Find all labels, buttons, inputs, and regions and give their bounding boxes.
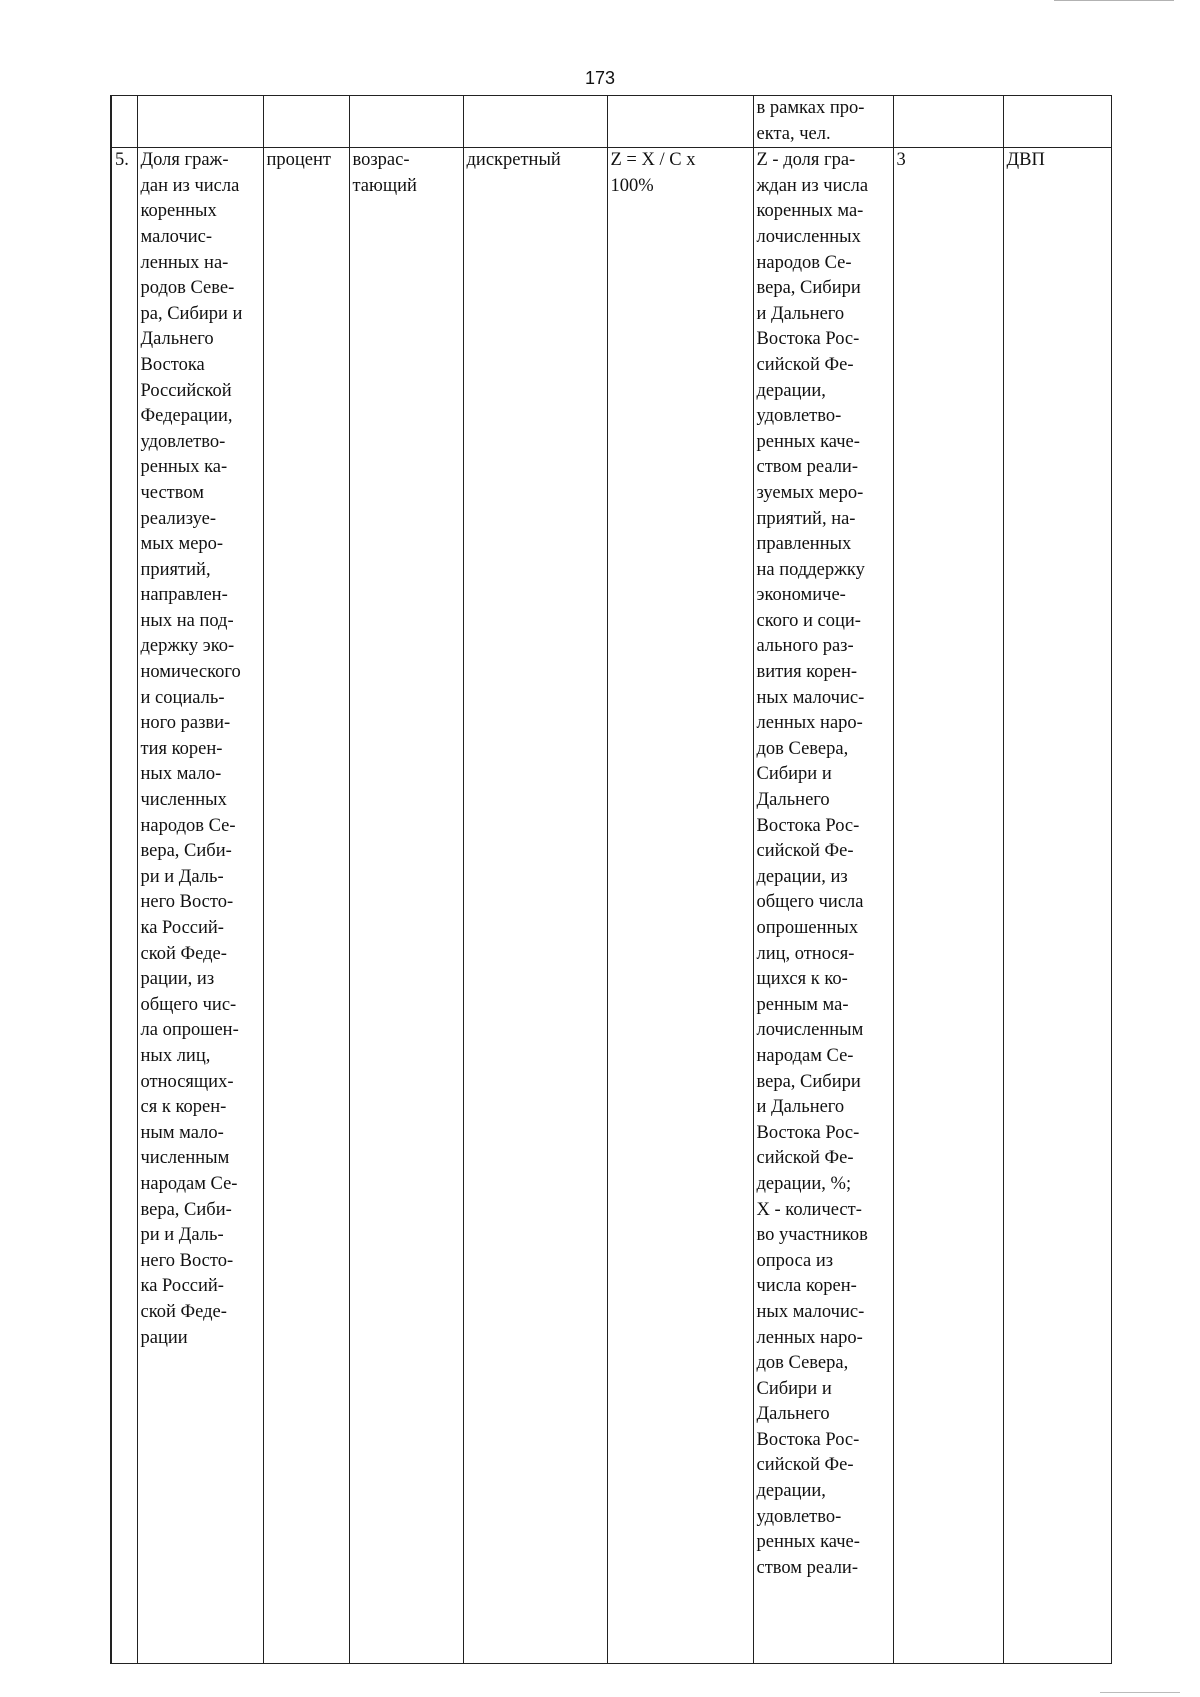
- text-line: ных на под-: [140, 610, 234, 631]
- text-line: относящих-: [140, 1071, 234, 1092]
- text-line: общего числа: [756, 892, 864, 913]
- text-line: Z - доля гра-: [756, 150, 856, 171]
- text-line: ренных ка-: [140, 457, 228, 478]
- text-line: ным мало-: [140, 1122, 224, 1143]
- text-line: ных малочис-: [756, 1301, 865, 1322]
- text-line: сийской Фе-: [756, 1455, 854, 1476]
- text-line: ка Россий-: [140, 1276, 224, 1297]
- text-line: дерации, из: [756, 866, 848, 887]
- text-line: Дальнего: [756, 1404, 830, 1425]
- description-text: [757, 96, 891, 147]
- trend-text: [353, 148, 461, 199]
- text-line: дов Севера,: [756, 738, 849, 759]
- text-line: приятий, на-: [756, 508, 856, 529]
- text-line: удовлетво-: [140, 431, 226, 452]
- text-line: приятий,: [140, 559, 211, 580]
- text-line: X - количест-: [756, 1199, 862, 1220]
- text-line: дов Севера,: [756, 1353, 849, 1374]
- text-line: Дальнего: [756, 790, 830, 811]
- text-line: Дальнего: [140, 329, 214, 350]
- text-line: народов Се-: [140, 815, 236, 836]
- cell-unit: [263, 96, 349, 148]
- text-line: щихся к ко-: [756, 969, 848, 990]
- cell-description: [753, 148, 893, 1664]
- text-line: Z = X / C x: [610, 150, 696, 171]
- text-line: тия корен-: [140, 738, 223, 759]
- text-line: правленных: [756, 534, 852, 555]
- text-line: ского и соци-: [756, 610, 861, 631]
- cell-responsible: [1003, 96, 1111, 148]
- cell-type: [463, 148, 607, 1664]
- text-line: ри и Даль-: [140, 1225, 224, 1246]
- text-line: ри и Даль-: [140, 866, 224, 887]
- text-line: и Дальнего: [756, 1097, 845, 1118]
- cell-name: [137, 96, 263, 148]
- scan-artifact-bottom: [1100, 1688, 1180, 1693]
- text-line: дан из числа: [140, 175, 240, 196]
- text-line: дерации,: [756, 1481, 826, 1502]
- text-line: ных лиц,: [140, 1045, 211, 1066]
- formula-text: [611, 148, 751, 199]
- text-line: в рамках про-: [756, 98, 865, 118]
- cell-source: [893, 96, 1003, 148]
- type-text: дискретный: [466, 150, 561, 171]
- text-line: чеством: [140, 482, 204, 503]
- text-line: вера, Сиби-: [140, 841, 232, 862]
- text-line: лиц, относя-: [756, 943, 855, 964]
- text-line: 100%: [610, 175, 654, 196]
- text-line: родов Севе-: [140, 278, 235, 299]
- text-line: рации: [140, 1327, 188, 1348]
- text-line: вера, Сиби-: [140, 1199, 232, 1220]
- text-line: ской Феде-: [140, 943, 227, 964]
- text-line: Востока Рос-: [756, 1429, 860, 1450]
- row-number: 5.: [115, 150, 129, 171]
- text-line: держку эко-: [140, 636, 235, 657]
- text-line: ных малочис-: [756, 687, 865, 708]
- text-line: и социаль-: [140, 687, 225, 708]
- text-line: на поддержку: [756, 559, 865, 580]
- text-line: ством реали-: [756, 1557, 858, 1578]
- text-line: ных мало-: [140, 764, 222, 785]
- text-line: коренных: [140, 201, 217, 222]
- text-line: числа корен-: [756, 1276, 857, 1297]
- text-line: ством реали-: [756, 457, 858, 478]
- text-line: Российской: [140, 380, 232, 401]
- text-line: Востока Рос-: [756, 1122, 860, 1143]
- text-line: ренных каче-: [756, 431, 860, 452]
- text-line: удовлетво-: [756, 1506, 842, 1527]
- text-line: Сибири и: [756, 764, 832, 785]
- table-row-5: [111, 148, 1111, 1664]
- text-line: численных: [140, 790, 227, 811]
- text-line: Востока Рос-: [756, 329, 860, 350]
- cell-formula: [607, 96, 753, 148]
- text-line: него Восто-: [140, 1250, 234, 1271]
- text-line: и Дальнего: [756, 303, 845, 324]
- text-line: ской Феде-: [140, 1301, 227, 1322]
- cell-unit: [263, 148, 349, 1664]
- cell-number: [111, 96, 137, 148]
- text-line: народам Се-: [140, 1173, 238, 1194]
- text-line: тающий: [352, 175, 417, 196]
- text-line: народов Се-: [756, 252, 852, 273]
- text-line: коренных ма-: [756, 201, 864, 222]
- text-line: ждан из числа: [756, 175, 869, 196]
- cell-name: [137, 148, 263, 1664]
- text-line: вития корен-: [756, 662, 858, 683]
- text-line: Сибири и: [756, 1378, 832, 1399]
- description-text: [757, 148, 891, 1581]
- text-line: мых меро-: [140, 534, 224, 555]
- text-line: ального раз-: [756, 636, 854, 657]
- scan-artifact-top: [1054, 0, 1174, 7]
- text-line: ся к корен-: [140, 1097, 227, 1118]
- cell-responsible: [1003, 148, 1111, 1664]
- text-line: малочис-: [140, 226, 213, 247]
- text-line: дерации,: [756, 380, 826, 401]
- text-line: общего чис-: [140, 994, 237, 1015]
- text-line: ра, Сибири и: [140, 303, 243, 324]
- text-line: во участников: [756, 1225, 868, 1246]
- text-line: сийской Фе-: [756, 841, 854, 862]
- indicator-name: [141, 148, 261, 1351]
- text-line: ленных наро-: [756, 1327, 863, 1348]
- cell-trend: [349, 96, 463, 148]
- text-line: опроса из: [756, 1250, 834, 1271]
- text-line: ка Россий-: [140, 918, 224, 938]
- text-line: екта, чел.: [756, 123, 831, 144]
- text-line: ного разви-: [140, 713, 231, 734]
- text-line: экономиче-: [756, 585, 846, 606]
- cell-type: [463, 96, 607, 148]
- cell-number: [111, 148, 137, 1664]
- text-line: вера, Сибири: [756, 1071, 861, 1092]
- text-line: лочисленных: [756, 226, 861, 247]
- cell-description: [753, 96, 893, 148]
- text-line: народам Се-: [756, 1045, 854, 1066]
- text-line: сийской Фе-: [756, 1148, 854, 1169]
- text-line: вера, Сибири: [756, 278, 861, 299]
- page-number: 173: [584, 68, 616, 88]
- source-code: 3: [896, 150, 906, 171]
- text-line: номического: [140, 662, 241, 683]
- text-line: рации, из: [140, 969, 215, 990]
- text-line: Доля граж-: [140, 150, 229, 171]
- text-line: дерации, %;: [756, 1173, 852, 1194]
- text-line: ленных наро-: [756, 713, 863, 734]
- text-line: реализуе-: [140, 508, 216, 529]
- text-line: опрошенных: [756, 918, 859, 938]
- text-line: удовлетво-: [756, 406, 842, 427]
- text-line: ренным ма-: [756, 994, 849, 1015]
- text-line: сийской Фе-: [756, 354, 854, 375]
- unit-text: процент: [266, 150, 331, 171]
- text-line: направлен-: [140, 585, 228, 606]
- text-line: Востока: [140, 354, 205, 375]
- text-line: лочисленным: [756, 1020, 864, 1041]
- text-line: численным: [140, 1148, 230, 1169]
- text-line: него Восто-: [140, 892, 234, 913]
- text-line: возрас-: [352, 150, 410, 171]
- text-line: Востока Рос-: [756, 815, 860, 836]
- cell-formula: [607, 148, 753, 1664]
- text-line: ла опрошен-: [140, 1020, 239, 1041]
- cell-source: [893, 148, 1003, 1664]
- text-line: зуемых меро-: [756, 482, 864, 503]
- text-line: ренных каче-: [756, 1532, 860, 1553]
- text-line: ленных на-: [140, 252, 229, 273]
- indicator-table: [110, 95, 1112, 1664]
- text-line: Федерации,: [140, 406, 233, 427]
- table-row-continuation: [111, 96, 1111, 148]
- responsible-text: ДВП: [1006, 150, 1045, 171]
- cell-trend: [349, 148, 463, 1664]
